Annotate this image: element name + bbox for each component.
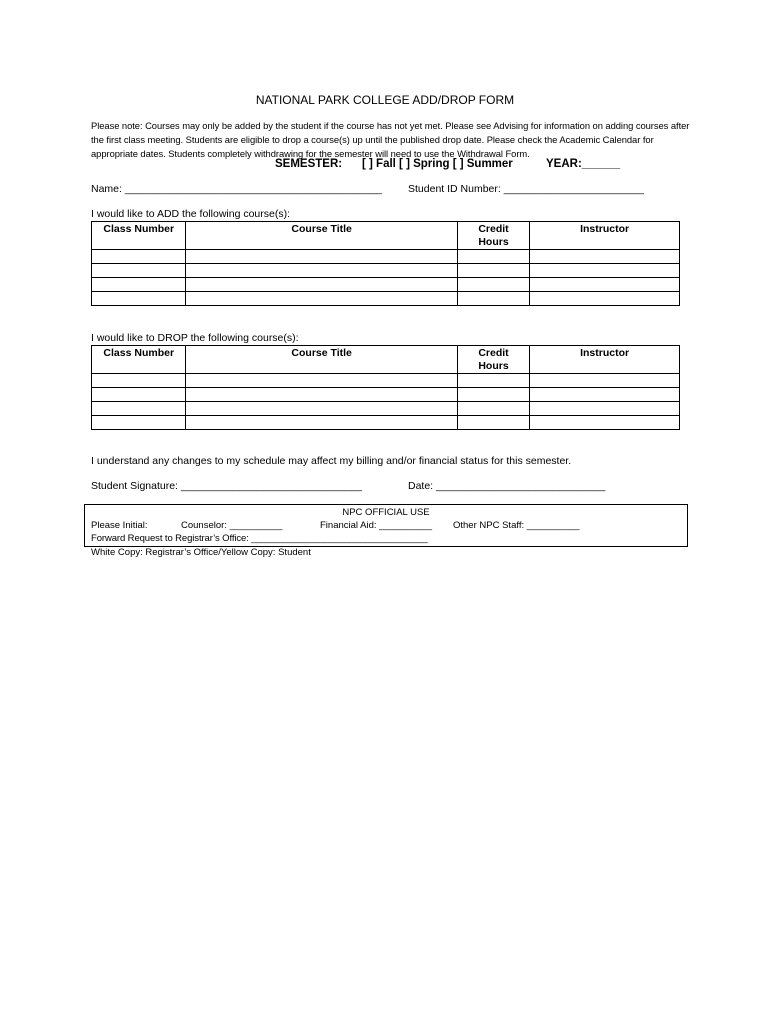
course-title-cell[interactable] <box>186 388 457 402</box>
instructor-cell[interactable] <box>530 374 680 388</box>
copy-distribution-footer: White Copy: Registrar’s Office/Yellow Copy: Student <box>91 547 311 558</box>
course-title-cell[interactable] <box>186 292 457 306</box>
credit-hours-header <box>457 346 529 374</box>
hours-label: Hours <box>478 360 509 372</box>
credit-hours-cell[interactable] <box>457 250 529 264</box>
instructor-header: Instructor <box>530 222 680 250</box>
add-course-table <box>91 221 680 306</box>
hours-label: Hours <box>478 236 509 248</box>
class-number-cell[interactable] <box>92 278 186 292</box>
class-number-header: Class Number <box>92 346 186 374</box>
drop-table-header-row <box>92 346 680 374</box>
instructor-cell[interactable] <box>530 264 680 278</box>
drop-course-table <box>91 345 680 430</box>
official-use-title: NPC OFFICIAL USE <box>342 507 430 518</box>
student-id-field[interactable]: Student ID Number: ________________________ <box>408 183 644 195</box>
add-section-heading: I would like to ADD the following course(s): <box>91 208 291 220</box>
credit-hours-cell[interactable] <box>457 278 529 292</box>
semester-label: SEMESTER: <box>275 158 343 170</box>
table-row <box>92 374 680 388</box>
financial-aid-field[interactable]: Financial Aid: __________ <box>320 520 432 531</box>
instructor-cell[interactable] <box>530 416 680 430</box>
table-row <box>92 416 680 430</box>
drop-section-heading: I would like to DROP the following course(s): <box>91 332 299 344</box>
course-title-cell[interactable] <box>186 416 457 430</box>
table-row <box>92 264 680 278</box>
class-number-cell[interactable] <box>92 264 186 278</box>
instructor-header: Instructor <box>530 346 680 374</box>
class-number-cell[interactable] <box>92 292 186 306</box>
course-title-cell[interactable] <box>186 250 457 264</box>
credit-label: Credit <box>478 347 509 359</box>
other-staff-field[interactable]: Other NPC Staff: __________ <box>453 520 580 531</box>
table-row <box>92 250 680 264</box>
credit-hours-cell[interactable] <box>457 292 529 306</box>
course-title-header: Course Title <box>186 346 457 374</box>
instructor-cell[interactable] <box>530 278 680 292</box>
course-title-cell[interactable] <box>186 264 457 278</box>
forward-request-field[interactable]: Forward Request to Registrar’s Office: __________________________________ <box>91 533 428 544</box>
credit-hours-cell[interactable] <box>457 402 529 416</box>
counselor-field[interactable]: Counselor: __________ <box>181 520 283 531</box>
course-title-cell[interactable] <box>186 278 457 292</box>
instructor-cell[interactable] <box>530 388 680 402</box>
student-signature-field[interactable]: Student Signature: _______________________________ <box>91 480 362 492</box>
class-number-cell[interactable] <box>92 416 186 430</box>
class-number-header: Class Number <box>92 222 186 250</box>
name-field[interactable]: Name: ____________________________________________ <box>91 183 382 195</box>
course-title-cell[interactable] <box>186 402 457 416</box>
please-initial-label: Please Initial: <box>91 520 148 531</box>
credit-label: Credit <box>478 223 509 235</box>
course-title-cell[interactable] <box>186 374 457 388</box>
credit-hours-cell[interactable] <box>457 416 529 430</box>
instructor-cell[interactable] <box>530 292 680 306</box>
table-row <box>92 278 680 292</box>
credit-hours-header <box>457 222 529 250</box>
class-number-cell[interactable] <box>92 402 186 416</box>
year-field[interactable]: YEAR:______ <box>546 158 621 170</box>
class-number-cell[interactable] <box>92 374 186 388</box>
semester-options[interactable]: [ ] Fall [ ] Spring [ ] Summer <box>362 158 513 170</box>
table-row <box>92 388 680 402</box>
credit-hours-cell[interactable] <box>457 264 529 278</box>
add-table-header-row <box>92 222 680 250</box>
credit-hours-cell[interactable] <box>457 374 529 388</box>
class-number-cell[interactable] <box>92 250 186 264</box>
course-title-header: Course Title <box>186 222 457 250</box>
form-note: Please note: Courses may only be added by the student if the course has not yet met. Please see Advising for information on adding courses after the first class meeting. Students are eligible to drop a course(s) up until the published drop date. Please check the Academic Calendar for appropriate dates. Students completely withdrawing for the semester will need to use the Withdrawal Form. <box>91 120 690 159</box>
table-row <box>92 292 680 306</box>
official-use-box <box>84 504 688 547</box>
date-field[interactable]: Date: _____________________________ <box>408 480 606 492</box>
table-row <box>92 402 680 416</box>
instructor-cell[interactable] <box>530 402 680 416</box>
credit-hours-cell[interactable] <box>457 388 529 402</box>
acknowledgement-text: I understand any changes to my schedule may affect my billing and/or financial status for this semester. <box>91 455 572 467</box>
instructor-cell[interactable] <box>530 250 680 264</box>
class-number-cell[interactable] <box>92 388 186 402</box>
form-title: NATIONAL PARK COLLEGE ADD/DROP FORM <box>255 93 515 107</box>
